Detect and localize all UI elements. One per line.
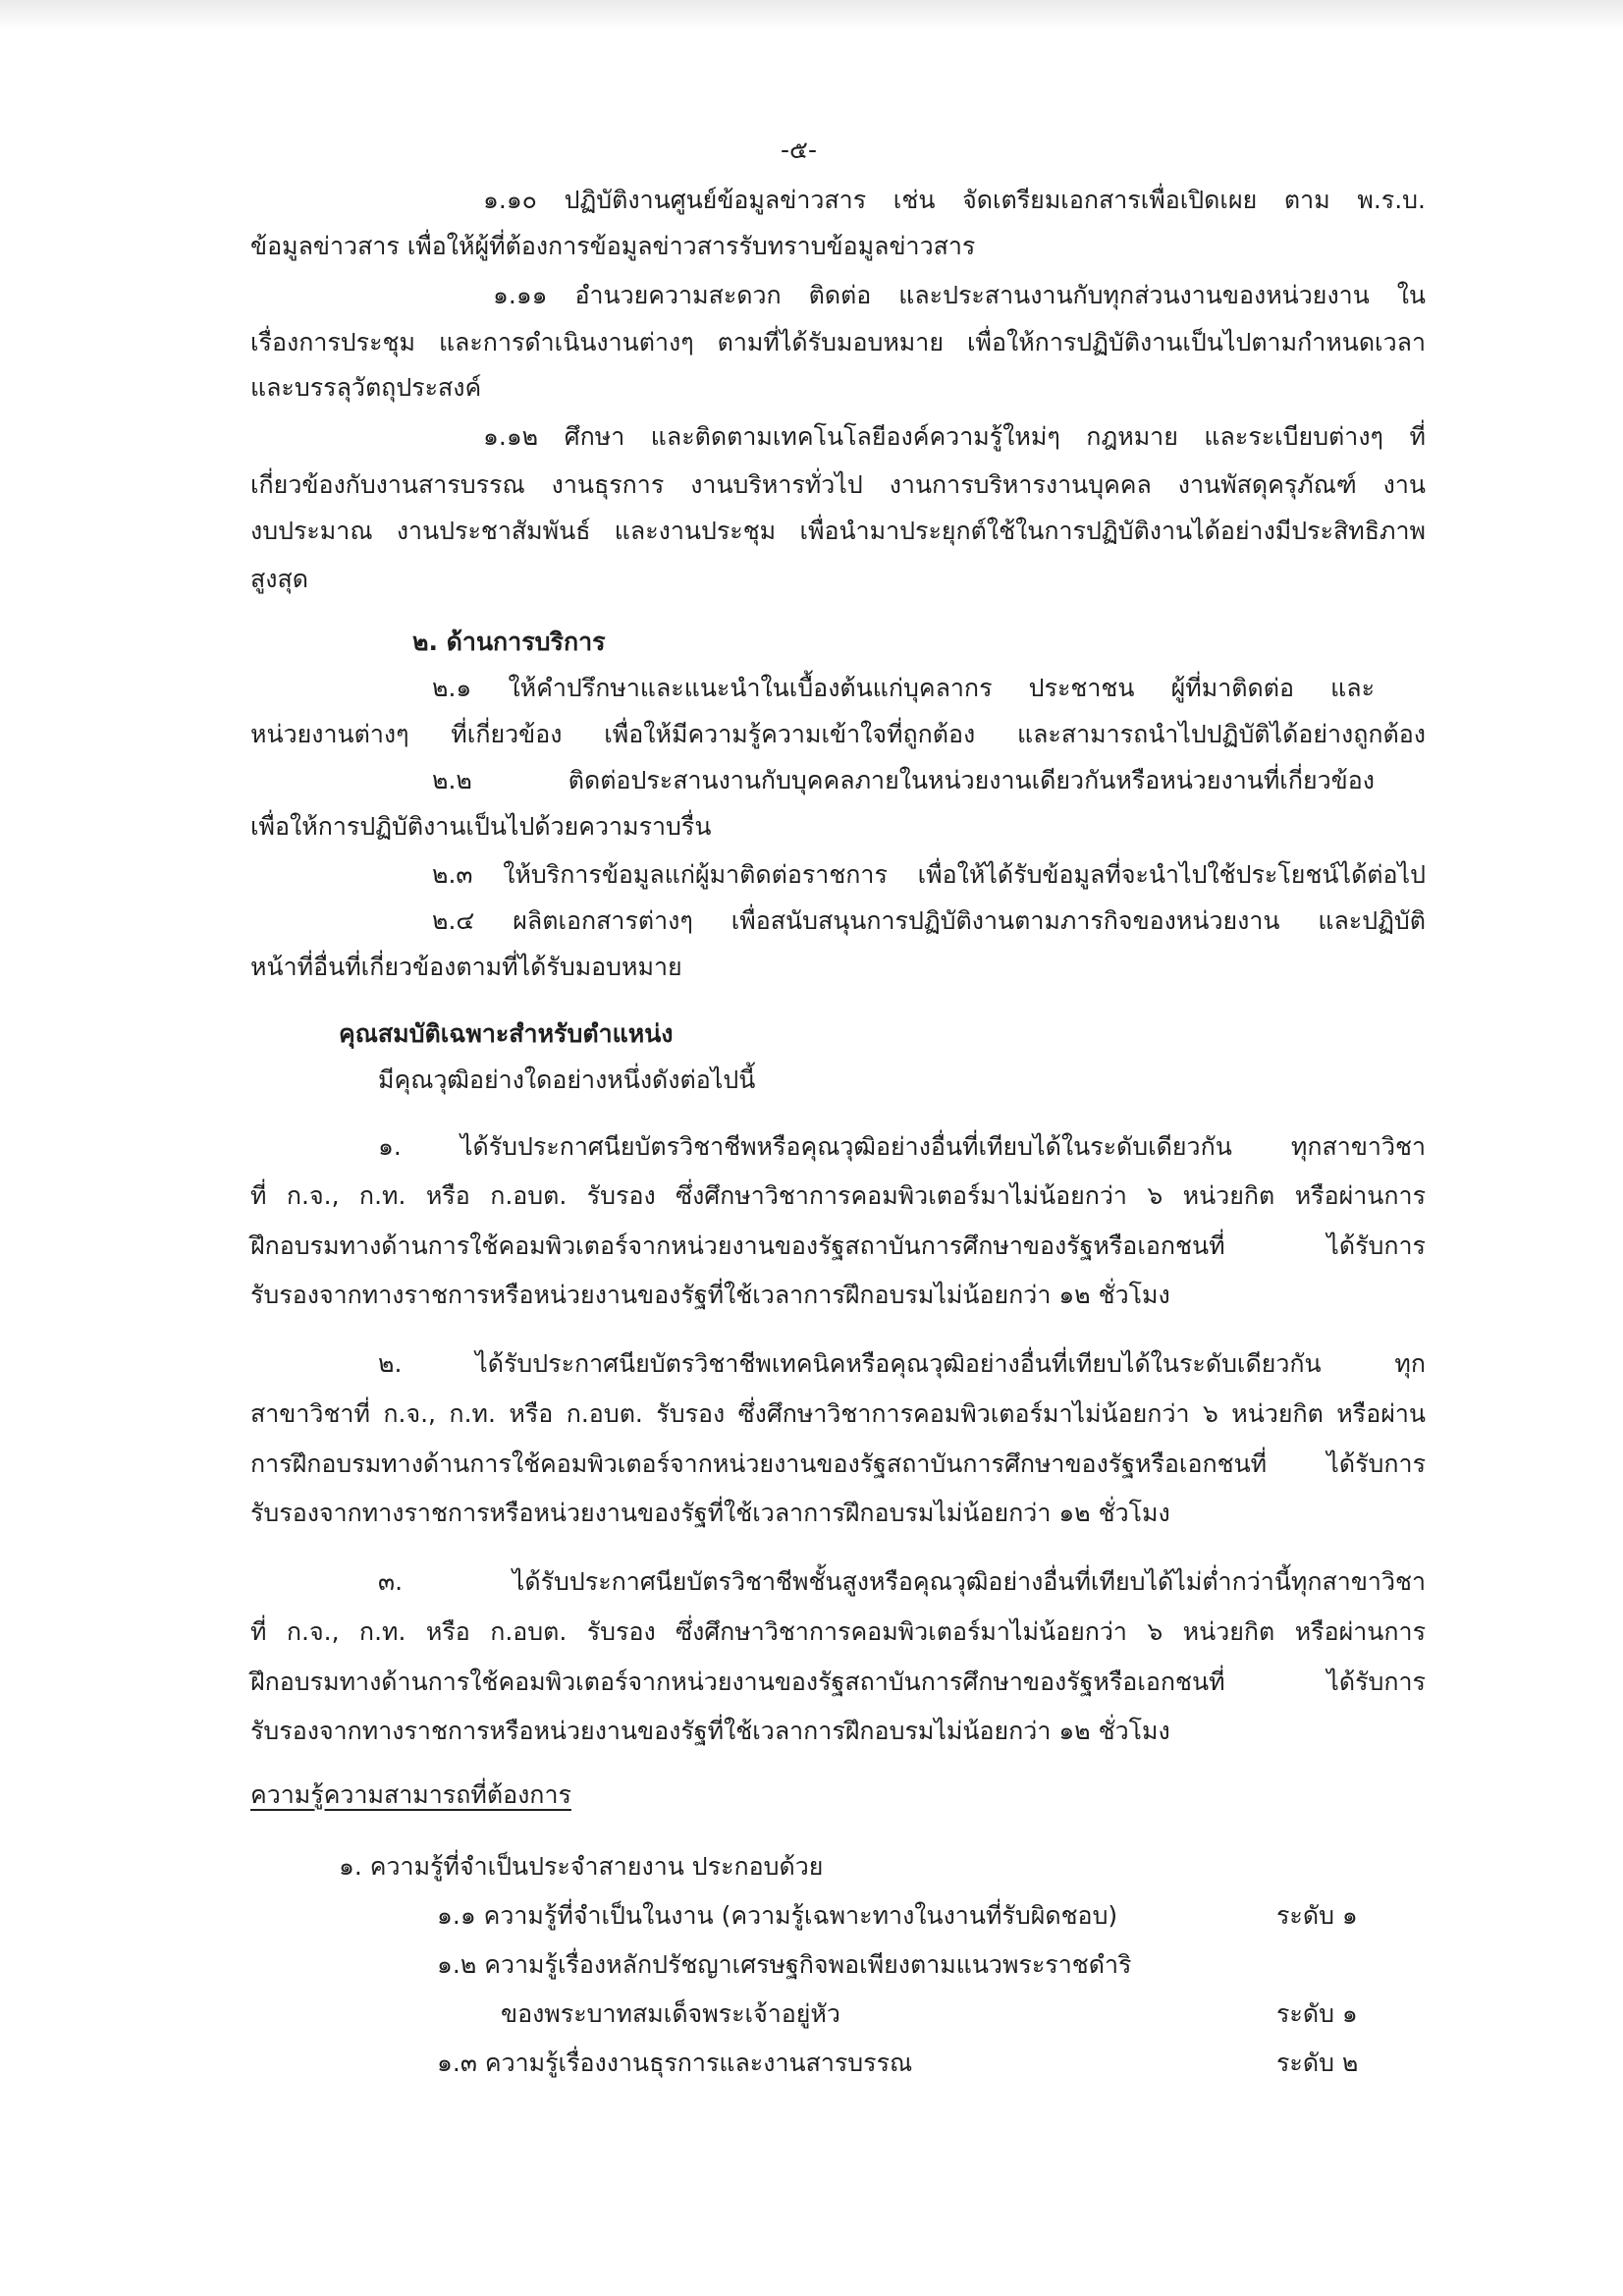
qualification-3-line-2: ที่ ก.จ., ก.ท. หรือ ก.อบต. รับรอง ซึ่งศึกษาวิชาการคอมพิวเตอร์มาไม่น้อยกว่า ๖ หน่วยกิต หรือผ่านการ (250, 1617, 1426, 1646)
item-1-12-line-3: งบประมาณ งานประชาสัมพันธ์ และงานประชุม เพื่อนำมาประยุกต์ใช้ในการปฏิบัติงานได้อย่างมีประสิทธิภาพ (250, 517, 1426, 545)
qualification-1-line-3: ฝึกอบรมทางด้านการใช้คอมพิวเตอร์จากหน่วยงานของรัฐสถาบันการศึกษาของรัฐหรือเอกชนที่ ได้รับการ (250, 1231, 1426, 1260)
item-1-12-line-1: ๑.๑๒ ศึกษา และติดตามเทคโนโลยีองค์ความรู้ใหม่ๆ กฎหมาย และระเบียบต่างๆ ที่ (483, 422, 1426, 451)
knowledge-item-1-3-level: ระดับ ๒ (1276, 2049, 1359, 2077)
qualifications-intro: มีคุณวุฒิอย่างใดอย่างหนึ่งดังต่อไปนี้ (378, 1066, 756, 1094)
knowledge-item-1-3: ๑.๓ ความรู้เรื่องงานธุรการและงานสารบรรณ (437, 2049, 913, 2077)
item-1-10-line-2: ข้อมูลข่าวสาร เพื่อให้ผู้ที่ต้องการข้อมูลข่าวสารรับทราบข้อมูลข่าวสาร (250, 232, 976, 260)
item-1-12-line-4: สูงสุด (250, 565, 308, 593)
knowledge-item-1: ๑. ความรู้ที่จำเป็นประจำสายงาน ประกอบด้วย (339, 1852, 824, 1881)
section-2-heading: ๒. ด้านการบริการ (412, 628, 606, 656)
item-2-1-line-2: หน่วยงานต่างๆ ที่เกี่ยวข้อง เพื่อให้มีความรู้ความเข้าใจที่ถูกต้อง และสามารถนำไปปฏิบัติได้อย่างถูกต้อง (250, 720, 1426, 748)
qualification-1-line-4: รับรองจากทางราชการหรือหน่วยงานของรัฐที่ใช้เวลาการฝึกอบรมไม่น้อยกว่า ๑๒ ชั่วโมง (250, 1281, 1170, 1309)
item-2-4-line-1: ๒.๔ ผลิตเอกสารต่างๆ เพื่อสนับสนุนการปฏิบัติงานตามภารกิจของหน่วยงาน และปฏิบัติ (432, 906, 1426, 935)
item-1-11-line-2: เรื่องการประชุม และการดำเนินงานต่างๆ ตามที่ได้รับมอบหมาย เพื่อให้การปฏิบัติงานเป็นไปตามกำหนดเวลา (250, 328, 1426, 356)
qualification-3-line-3: ฝึกอบรมทางด้านการใช้คอมพิวเตอร์จากหน่วยงานของรัฐสถาบันการศึกษาของรัฐหรือเอกชนที่ ได้รับการ (250, 1667, 1426, 1696)
qualification-2-line-2: สาขาวิชาที่ ก.จ., ก.ท. หรือ ก.อบต. รับรอง ซึ่งศึกษาวิชาการคอมพิวเตอร์มาไม่น้อยกว่า ๖ หน่วยกิต หรือผ่าน (250, 1399, 1426, 1428)
qualification-2-line-3: การฝึกอบรมทางด้านการใช้คอมพิวเตอร์จากหน่วยงานของรัฐสถาบันการศึกษาของรัฐหรือเอกชนที่ ได้รับการ (250, 1449, 1426, 1478)
qualification-3-line-1: ๓. ได้รับประกาศนียบัตรวิชาชีพชั้นสูงหรือคุณวุฒิอย่างอื่นที่เทียบได้ไม่ต่ำกว่านี้ทุกสาขาวิชา (378, 1567, 1426, 1596)
qualification-2-line-1: ๒. ได้รับประกาศนียบัตรวิชาชีพเทคนิคหรือคุณวุฒิอย่างอื่นที่เทียบได้ในระดับเดียวกัน ทุก (378, 1349, 1426, 1378)
item-2-4-line-2: หน้าที่อื่นที่เกี่ยวข้องตามที่ได้รับมอบหมาย (250, 953, 682, 981)
item-2-3-line-1: ๒.๓ ให้บริการข้อมูลแก่ผู้มาติดต่อราชการ เพื่อให้ได้รับข้อมูลที่จะนำไปใช้ประโยชน์ได้ต่อไป (432, 860, 1426, 889)
item-1-11-line-3: และบรรลุวัตถุประสงค์ (250, 373, 482, 402)
item-2-1-line-1: ๒.๑ ให้คำปรึกษาและแนะนำในเบื้องต้นแก่บุคลากร ประชาชน ผู้ที่มาติดต่อ และ (432, 674, 1375, 702)
knowledge-heading: ความรู้ความสามารถที่ต้องการ (250, 1780, 571, 1809)
knowledge-item-1-2-line-2: ของพระบาทสมเด็จพระเจ้าอยู่หัว (501, 1999, 840, 2028)
qualification-3-line-4: รับรองจากทางราชการหรือหน่วยงานของรัฐที่ใช้เวลาการฝึกอบรมไม่น้อยกว่า ๑๒ ชั่วโมง (250, 1717, 1170, 1745)
knowledge-item-1-1-level: ระดับ ๑ (1276, 1901, 1358, 1930)
knowledge-item-1-1: ๑.๑ ความรู้ที่จำเป็นในงาน (ความรู้เฉพาะทางในงานที่รับผิดชอบ) (437, 1901, 1118, 1930)
qualifications-heading: คุณสมบัติเฉพาะสำหรับตำแหน่ง (339, 1019, 674, 1048)
item-1-12-line-2: เกี่ยวข้องกับงานสารบรรณ งานธุรการ งานบริหารทั่วไป งานการบริหารงานบุคคล งานพัสดุครุภัณฑ์ งาน (250, 470, 1426, 499)
knowledge-item-1-2-level: ระดับ ๑ (1276, 1999, 1358, 2028)
qualification-1-line-2: ที่ ก.จ., ก.ท. หรือ ก.อบต. รับรอง ซึ่งศึกษาวิชาการคอมพิวเตอร์มาไม่น้อยกว่า ๖ หน่วยกิต หรือผ่านการ (250, 1181, 1426, 1210)
item-2-2-line-2: เพื่อให้การปฏิบัติงานเป็นไปด้วยความราบรื่น (250, 812, 712, 841)
item-1-10-line-1: ๑.๑๐ ปฏิบัติงานศูนย์ข้อมูลข่าวสาร เช่น จัดเตรียมเอกสารเพื่อเปิดเผย ตาม พ.ร.บ. (483, 186, 1426, 214)
knowledge-item-1-2-line-1: ๑.๒ ความรู้เรื่องหลักปรัชญาเศรษฐกิจพอเพียงตามแนวพระราชดำริ (437, 1950, 1132, 1979)
qualification-1-line-1: ๑. ได้รับประกาศนียบัตรวิชาชีพหรือคุณวุฒิอย่างอื่นที่เทียบได้ในระดับเดียวกัน ทุกสาขาวิชา (378, 1132, 1426, 1161)
scan-edge-shadow (0, 0, 1623, 29)
page-number: -๕- (781, 136, 817, 164)
qualification-2-line-4: รับรองจากทางราชการหรือหน่วยงานของรัฐที่ใช้เวลาการฝึกอบรมไม่น้อยกว่า ๑๒ ชั่วโมง (250, 1499, 1170, 1527)
item-1-11-line-1: ๑.๑๑ อำนวยความสะดวก ติดต่อ และประสานงานกับทุกส่วนงานของหน่วยงาน ใน (493, 281, 1426, 309)
item-2-2-line-1: ๒.๒ ติดต่อประสานงานกับบุคคลภายในหน่วยงานเดียวกันหรือหน่วยงานที่เกี่ยวข้อง (432, 766, 1375, 794)
